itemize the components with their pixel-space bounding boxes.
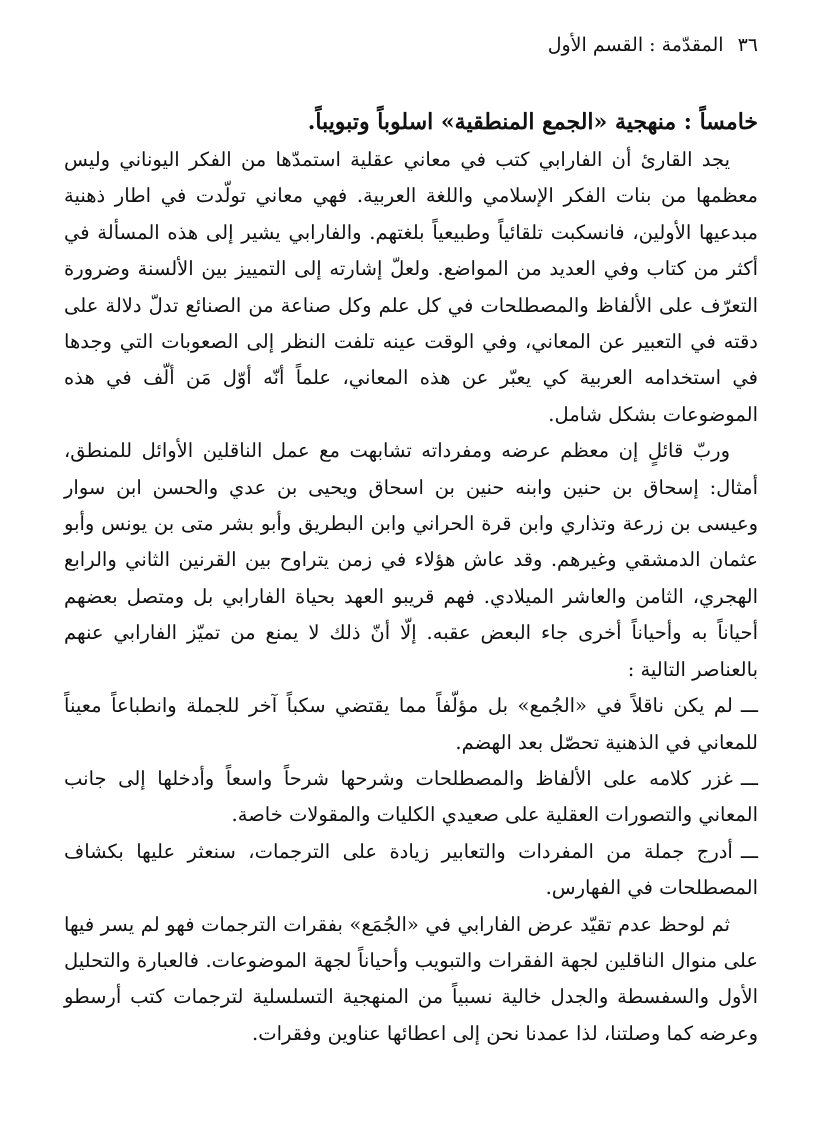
list-item-3	[64, 834, 758, 907]
list-item-text: غزر كلامه على الألفاظ والمصطلحات وشرحها شرحاً واسعاً وأدخلها إلى جانب المعاني والتصورات العقلية على صعيدي الكليات والمقولات خاصة.	[64, 766, 758, 827]
list-dash: ـــ	[740, 839, 758, 863]
book-page	[64, 30, 758, 1052]
section-heading: خامساً : منهجية «الجمع المنطقية» اسلوباً وتبويباً.	[307, 109, 758, 135]
list-dash: ـــ	[740, 694, 758, 718]
list-item-2	[64, 761, 758, 834]
distinction-list	[64, 688, 758, 906]
list-item-1	[64, 688, 758, 761]
page-number: ٣٦	[737, 34, 758, 56]
running-head-title: المقدّمة : القسم الأول	[547, 34, 724, 56]
paragraph-2: وربّ قائلٍ إن معظم عرضه ومفرداته تشابهت مع عمل الناقلين الأوائل للمنطق، أمثال: إسحاق بن حنين وابنه حنين بن اسحاق ويحيى بن عدي والحسن ابن سوار وعيسى بن زرعة وتذاري وابن قرة الحراني وابن البطريق وأبو بشر متى بن يونس وأبو عثمان الدمشقي وغيرهم. وقد عاش هؤلاء في زمن يتراوح بين القرنين الثاني والرابع الهجري، الثامن والعاشر الميلادي. فهم قريبو العهد بحياة الفارابي بل ومتصل بعضهم أحياناً به وأحياناً أخرى جاء البعض عقبه. إلّا أنّ ذلك لا يمنع من تميّز الفارابي عنهم بالعناصر التالية :	[64, 439, 758, 681]
closing-paragraph: ثم لوحظ عدم تقيّد عرض الفارابي في «الجُمَع» بفقرات الترجمات فهو لم يسر فيها على منوال الناقلين لجهة الفقرات والتبويب وأحياناً لجهة الموضوعات. فالعبارة والتحليل الأول والسفسطة والجدل خالية نسبياً من المنهجية التسلسلية لترجمات كتب أرسطو وعرضه كما وصلتنا، لذا عمدنا نحن إلى اعطائها عناوين وفقرات.	[64, 912, 758, 1045]
list-item-text: أدرج جملة من المفردات والتعابير زيادة على الترجمات، سنعثر عليها بكشاف المصطلحات في الفهارس.	[64, 839, 758, 900]
list-dash: ـــ	[740, 766, 758, 790]
running-head	[64, 30, 758, 60]
paragraph-1: يجد القارئ أن الفارابي كتب في معاني عقلية استمدّها من الفكر اليوناني وليس معظمها من بنات الفكر الإسلامي واللغة العربية. فهي معاني تولّدت في اطار ذهنية مبدعيها الأولين، فانسكبت تلقائياً وطبيعياً بلغتهم. والفارابي يشير إلى هذه المسألة في أكثر من كتاب وفي العديد من المواضع. ولعلّ إشارته إلى التمييز بين الألسنة وضرورة التعرّف على الألفاظ والمصطلحات في كل علم وكل صناعة من الصنائع تدلّ دلالة على دقته في التعبير عن المعاني، وفي الوقت عينه تلفت النظر إلى الصعوبات التي وجدها في استخدامه العربية كي يعبّر عن هذه المعاني، علماً أنّه أوّل مَن ألّف في هذه الموضوعات بشكل شامل.	[64, 148, 758, 426]
list-item-text: لم يكن ناقلاً في «الجُمع» بل مؤلّفاً مما يقتضي سكباً آخر للجملة وانطباعاً معيناً للمعاني في الذهنية تحصّل بعد الهضم.	[64, 694, 758, 754]
